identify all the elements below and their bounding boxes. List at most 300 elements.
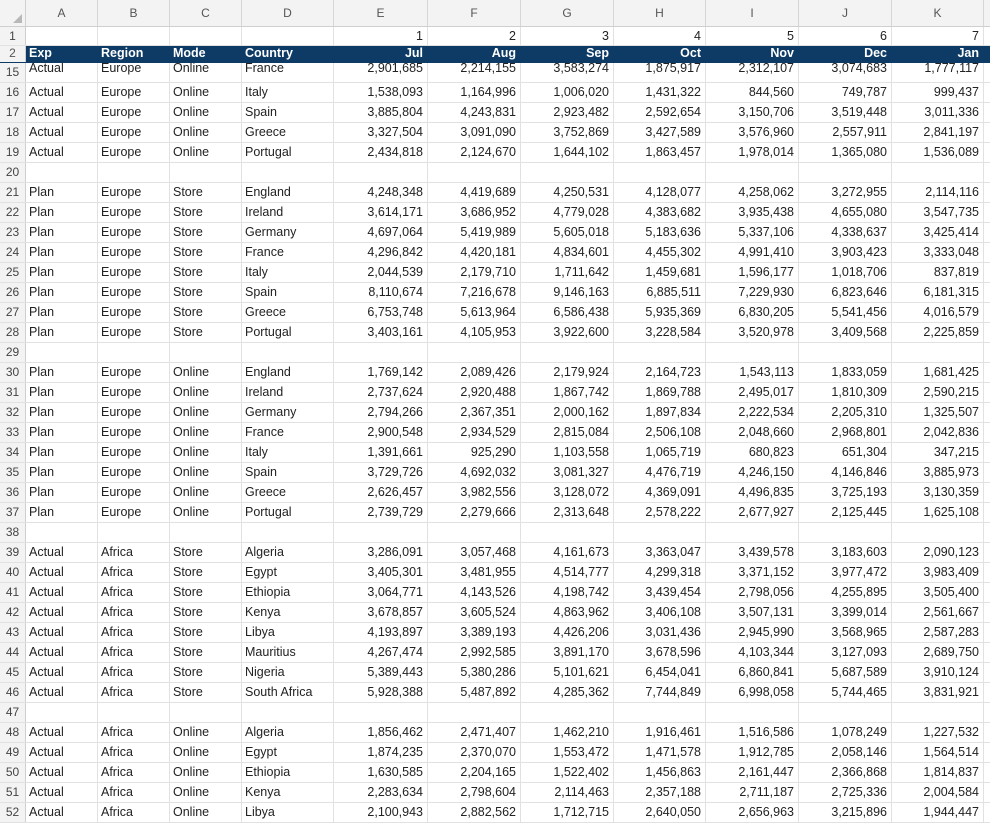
- cell-c[interactable]: [170, 703, 242, 722]
- cell-e[interactable]: 2,794,266: [334, 403, 428, 422]
- cell-j[interactable]: 3,074,683: [799, 63, 892, 82]
- cell-g[interactable]: 1,711,642: [521, 263, 614, 282]
- cell-j[interactable]: 749,787: [799, 83, 892, 102]
- cell-c[interactable]: Online: [170, 423, 242, 442]
- cell-d[interactable]: Portugal: [242, 143, 334, 162]
- cell-i[interactable]: 3,371,152: [706, 563, 799, 582]
- cell-e[interactable]: 4,193,897: [334, 623, 428, 642]
- cell-i[interactable]: 4,991,410: [706, 243, 799, 262]
- cell-f[interactable]: 5,380,286: [428, 663, 521, 682]
- cell-e[interactable]: 3,064,771: [334, 583, 428, 602]
- row-number[interactable]: 19: [0, 143, 26, 162]
- column-header-h[interactable]: H: [614, 0, 706, 26]
- cell-d[interactable]: [242, 343, 334, 362]
- cell-a[interactable]: Actual: [26, 763, 98, 782]
- cell-j[interactable]: 4,338,637: [799, 223, 892, 242]
- cell-b[interactable]: Europe: [98, 143, 170, 162]
- cell-c[interactable]: Store: [170, 643, 242, 662]
- cell-h[interactable]: 3,678,596: [614, 643, 706, 662]
- cell-j[interactable]: [799, 523, 892, 542]
- cell-e[interactable]: [334, 703, 428, 722]
- cell-f[interactable]: 1,164,996: [428, 83, 521, 102]
- cell-i[interactable]: 1,543,113: [706, 363, 799, 382]
- row-number[interactable]: 15: [0, 63, 26, 82]
- cell-c[interactable]: Store: [170, 583, 242, 602]
- cell-f[interactable]: 2,179,710: [428, 263, 521, 282]
- cell-b[interactable]: Africa: [98, 583, 170, 602]
- cell-a[interactable]: Actual: [26, 103, 98, 122]
- row-number[interactable]: 24: [0, 243, 26, 262]
- cell-e[interactable]: 1,856,462: [334, 723, 428, 742]
- cell-f[interactable]: 3,605,524: [428, 603, 521, 622]
- cell-g[interactable]: 4,779,028: [521, 203, 614, 222]
- cell-a[interactable]: Actual: [26, 563, 98, 582]
- cell-b[interactable]: Africa: [98, 723, 170, 742]
- row-number[interactable]: 47: [0, 703, 26, 722]
- row-number[interactable]: 38: [0, 523, 26, 542]
- cell-a[interactable]: Actual: [26, 63, 98, 82]
- cell-a[interactable]: Plan: [26, 283, 98, 302]
- cell-a[interactable]: Plan: [26, 383, 98, 402]
- cell-f[interactable]: 2,882,562: [428, 803, 521, 822]
- cell-f[interactable]: 4,692,032: [428, 463, 521, 482]
- cell-b[interactable]: Europe: [98, 383, 170, 402]
- cell-h[interactable]: 2,592,654: [614, 103, 706, 122]
- cell-f[interactable]: 925,290: [428, 443, 521, 462]
- cell-h[interactable]: 4,299,318: [614, 563, 706, 582]
- cell-k[interactable]: 3,983,409: [892, 563, 984, 582]
- cell-h[interactable]: 5,935,369: [614, 303, 706, 322]
- row-number[interactable]: 25: [0, 263, 26, 282]
- cell-k[interactable]: 1,564,514: [892, 743, 984, 762]
- cell-g[interactable]: 1,006,020: [521, 83, 614, 102]
- cell-j[interactable]: 3,127,093: [799, 643, 892, 662]
- row-number[interactable]: 34: [0, 443, 26, 462]
- cell-j[interactable]: 4,146,846: [799, 463, 892, 482]
- row-number[interactable]: 37: [0, 503, 26, 522]
- cell-k[interactable]: Jan: [892, 46, 984, 62]
- row-number[interactable]: 33: [0, 423, 26, 442]
- cell-e[interactable]: 3,405,301: [334, 563, 428, 582]
- cell-f[interactable]: 4,143,526: [428, 583, 521, 602]
- cell-e[interactable]: 2,739,729: [334, 503, 428, 522]
- cell-k[interactable]: 999,437: [892, 83, 984, 102]
- cell-h[interactable]: 2,640,050: [614, 803, 706, 822]
- cell-f[interactable]: Aug: [428, 46, 521, 62]
- cell-i[interactable]: 2,312,107: [706, 63, 799, 82]
- row-number[interactable]: 21: [0, 183, 26, 202]
- cell-j[interactable]: 5,687,589: [799, 663, 892, 682]
- cell-j[interactable]: 2,557,911: [799, 123, 892, 142]
- cell-i[interactable]: 5: [706, 27, 799, 45]
- cell-e[interactable]: Jul: [334, 46, 428, 62]
- row-number[interactable]: 49: [0, 743, 26, 762]
- cell-c[interactable]: Store: [170, 563, 242, 582]
- cell-h[interactable]: 1,431,322: [614, 83, 706, 102]
- cell-i[interactable]: 1,912,785: [706, 743, 799, 762]
- cell-a[interactable]: Plan: [26, 243, 98, 262]
- cell-k[interactable]: 2,042,836: [892, 423, 984, 442]
- cell-a[interactable]: Actual: [26, 83, 98, 102]
- cell-k[interactable]: [892, 343, 984, 362]
- cell-k[interactable]: 1,325,507: [892, 403, 984, 422]
- cell-g[interactable]: 2,923,482: [521, 103, 614, 122]
- cell-g[interactable]: 2,815,084: [521, 423, 614, 442]
- cell-c[interactable]: Online: [170, 463, 242, 482]
- cell-i[interactable]: 3,520,978: [706, 323, 799, 342]
- cell-i[interactable]: 2,798,056: [706, 583, 799, 602]
- cell-e[interactable]: 4,296,842: [334, 243, 428, 262]
- cell-h[interactable]: [614, 163, 706, 182]
- cell-k[interactable]: 7: [892, 27, 984, 45]
- cell-h[interactable]: 3,427,589: [614, 123, 706, 142]
- cell-b[interactable]: Europe: [98, 463, 170, 482]
- cell-j[interactable]: 6: [799, 27, 892, 45]
- cell-h[interactable]: 1,863,457: [614, 143, 706, 162]
- cell-j[interactable]: 1,078,249: [799, 723, 892, 742]
- cell-f[interactable]: 3,982,556: [428, 483, 521, 502]
- cell-h[interactable]: 2,506,108: [614, 423, 706, 442]
- cell-c[interactable]: [170, 523, 242, 542]
- cell-g[interactable]: 3,583,274: [521, 63, 614, 82]
- cell-b[interactable]: Europe: [98, 183, 170, 202]
- cell-c[interactable]: Online: [170, 723, 242, 742]
- cell-b[interactable]: Europe: [98, 503, 170, 522]
- cell-c[interactable]: Online: [170, 63, 242, 82]
- cell-e[interactable]: 1: [334, 27, 428, 45]
- cell-c[interactable]: Store: [170, 203, 242, 222]
- column-header-b[interactable]: B: [98, 0, 170, 26]
- cell-b[interactable]: Europe: [98, 223, 170, 242]
- cell-b[interactable]: Africa: [98, 543, 170, 562]
- cell-j[interactable]: 3,725,193: [799, 483, 892, 502]
- cell-d[interactable]: Kenya: [242, 603, 334, 622]
- cell-e[interactable]: [334, 523, 428, 542]
- cell-e[interactable]: 3,885,804: [334, 103, 428, 122]
- cell-a[interactable]: Plan: [26, 323, 98, 342]
- cell-h[interactable]: 4,383,682: [614, 203, 706, 222]
- cell-i[interactable]: 2,161,447: [706, 763, 799, 782]
- cell-b[interactable]: Africa: [98, 763, 170, 782]
- cell-f[interactable]: 4,243,831: [428, 103, 521, 122]
- cell-a[interactable]: Actual: [26, 603, 98, 622]
- row-number[interactable]: 39: [0, 543, 26, 562]
- cell-c[interactable]: Online: [170, 103, 242, 122]
- row-number[interactable]: 36: [0, 483, 26, 502]
- row-number[interactable]: 42: [0, 603, 26, 622]
- cell-c[interactable]: [170, 163, 242, 182]
- cell-f[interactable]: 2,279,666: [428, 503, 521, 522]
- cell-h[interactable]: 1,459,681: [614, 263, 706, 282]
- cell-f[interactable]: 4,419,689: [428, 183, 521, 202]
- cell-f[interactable]: 3,389,193: [428, 623, 521, 642]
- cell-i[interactable]: [706, 163, 799, 182]
- cell-b[interactable]: [98, 523, 170, 542]
- cell-b[interactable]: Europe: [98, 263, 170, 282]
- row-number[interactable]: 45: [0, 663, 26, 682]
- cell-k[interactable]: 3,425,414: [892, 223, 984, 242]
- cell-i[interactable]: 3,439,578: [706, 543, 799, 562]
- cell-i[interactable]: 3,935,438: [706, 203, 799, 222]
- cell-f[interactable]: [428, 343, 521, 362]
- cell-d[interactable]: South Africa: [242, 683, 334, 702]
- cell-a[interactable]: Plan: [26, 483, 98, 502]
- cell-a[interactable]: Plan: [26, 403, 98, 422]
- cell-i[interactable]: 4,246,150: [706, 463, 799, 482]
- cell-g[interactable]: 3,128,072: [521, 483, 614, 502]
- cell-g[interactable]: 2,179,924: [521, 363, 614, 382]
- cell-g[interactable]: 1,522,402: [521, 763, 614, 782]
- cell-j[interactable]: [799, 703, 892, 722]
- cell-j[interactable]: 1,810,309: [799, 383, 892, 402]
- cell-b[interactable]: Africa: [98, 683, 170, 702]
- cell-j[interactable]: 2,058,146: [799, 743, 892, 762]
- cell-d[interactable]: [242, 523, 334, 542]
- cell-c[interactable]: Store: [170, 623, 242, 642]
- cell-i[interactable]: 7,229,930: [706, 283, 799, 302]
- cell-d[interactable]: Mauritius: [242, 643, 334, 662]
- cell-j[interactable]: 3,977,472: [799, 563, 892, 582]
- cell-h[interactable]: 6,454,041: [614, 663, 706, 682]
- cell-h[interactable]: 1,897,834: [614, 403, 706, 422]
- cell-b[interactable]: Region: [98, 46, 170, 62]
- cell-j[interactable]: 3,399,014: [799, 603, 892, 622]
- cell-d[interactable]: Ethiopia: [242, 583, 334, 602]
- cell-a[interactable]: Plan: [26, 223, 98, 242]
- row-number[interactable]: 17: [0, 103, 26, 122]
- cell-i[interactable]: 844,560: [706, 83, 799, 102]
- cell-c[interactable]: Online: [170, 403, 242, 422]
- cell-j[interactable]: 5,541,456: [799, 303, 892, 322]
- cell-b[interactable]: Europe: [98, 303, 170, 322]
- cell-h[interactable]: 5,183,636: [614, 223, 706, 242]
- cell-e[interactable]: 6,753,748: [334, 303, 428, 322]
- cell-i[interactable]: 2,656,963: [706, 803, 799, 822]
- cell-h[interactable]: 6,885,511: [614, 283, 706, 302]
- cell-c[interactable]: Store: [170, 283, 242, 302]
- row-number[interactable]: 48: [0, 723, 26, 742]
- cell-j[interactable]: 2,366,868: [799, 763, 892, 782]
- cell-i[interactable]: [706, 523, 799, 542]
- cell-j[interactable]: 1,018,706: [799, 263, 892, 282]
- cell-e[interactable]: 3,286,091: [334, 543, 428, 562]
- cell-c[interactable]: Online: [170, 803, 242, 822]
- cell-c[interactable]: Store: [170, 323, 242, 342]
- cell-d[interactable]: Ireland: [242, 383, 334, 402]
- cell-c[interactable]: Store: [170, 243, 242, 262]
- cell-k[interactable]: [892, 163, 984, 182]
- row-number[interactable]: 2: [0, 46, 26, 62]
- cell-f[interactable]: [428, 703, 521, 722]
- cell-j[interactable]: 5,744,465: [799, 683, 892, 702]
- cell-e[interactable]: 3,403,161: [334, 323, 428, 342]
- cell-k[interactable]: 3,885,973: [892, 463, 984, 482]
- cell-k[interactable]: 4,016,579: [892, 303, 984, 322]
- cell-d[interactable]: Spain: [242, 103, 334, 122]
- cell-k[interactable]: 2,114,116: [892, 183, 984, 202]
- cell-a[interactable]: [26, 163, 98, 182]
- cell-c[interactable]: [170, 343, 242, 362]
- cell-b[interactable]: Africa: [98, 623, 170, 642]
- cell-a[interactable]: Plan: [26, 183, 98, 202]
- cell-k[interactable]: 1,777,117: [892, 63, 984, 82]
- row-number[interactable]: 52: [0, 803, 26, 822]
- column-header-c[interactable]: C: [170, 0, 242, 26]
- cell-j[interactable]: 3,215,896: [799, 803, 892, 822]
- cell-j[interactable]: 2,205,310: [799, 403, 892, 422]
- cell-b[interactable]: [98, 343, 170, 362]
- cell-i[interactable]: 2,711,187: [706, 783, 799, 802]
- cell-e[interactable]: [334, 163, 428, 182]
- cell-d[interactable]: Greece: [242, 123, 334, 142]
- cell-f[interactable]: 2,798,604: [428, 783, 521, 802]
- cell-k[interactable]: 3,505,400: [892, 583, 984, 602]
- cell-e[interactable]: 5,928,388: [334, 683, 428, 702]
- cell-j[interactable]: 1,833,059: [799, 363, 892, 382]
- cell-a[interactable]: Actual: [26, 543, 98, 562]
- cell-g[interactable]: [521, 163, 614, 182]
- cell-d[interactable]: England: [242, 183, 334, 202]
- cell-g[interactable]: 4,161,673: [521, 543, 614, 562]
- cell-c[interactable]: Online: [170, 363, 242, 382]
- cell-a[interactable]: Plan: [26, 263, 98, 282]
- cell-d[interactable]: Portugal: [242, 503, 334, 522]
- cell-c[interactable]: Online: [170, 783, 242, 802]
- cell-j[interactable]: 4,255,895: [799, 583, 892, 602]
- cell-j[interactable]: 3,272,955: [799, 183, 892, 202]
- cell-j[interactable]: Dec: [799, 46, 892, 62]
- cell-b[interactable]: Europe: [98, 283, 170, 302]
- cell-k[interactable]: 1,681,425: [892, 363, 984, 382]
- cell-k[interactable]: 3,333,048: [892, 243, 984, 262]
- cell-i[interactable]: 680,823: [706, 443, 799, 462]
- row-number[interactable]: 28: [0, 323, 26, 342]
- column-header-d[interactable]: D: [242, 0, 334, 26]
- cell-f[interactable]: 2,124,670: [428, 143, 521, 162]
- cell-b[interactable]: Africa: [98, 643, 170, 662]
- cell-d[interactable]: Egypt: [242, 743, 334, 762]
- cell-k[interactable]: 2,587,283: [892, 623, 984, 642]
- cell-b[interactable]: Europe: [98, 423, 170, 442]
- cell-g[interactable]: 3,752,869: [521, 123, 614, 142]
- cell-i[interactable]: 2,677,927: [706, 503, 799, 522]
- cell-b[interactable]: Europe: [98, 483, 170, 502]
- cell-h[interactable]: 2,164,723: [614, 363, 706, 382]
- cell-d[interactable]: Greece: [242, 483, 334, 502]
- row-number[interactable]: 27: [0, 303, 26, 322]
- cell-k[interactable]: 3,831,921: [892, 683, 984, 702]
- cell-e[interactable]: 1,391,661: [334, 443, 428, 462]
- cell-g[interactable]: 3,922,600: [521, 323, 614, 342]
- cell-c[interactable]: Store: [170, 303, 242, 322]
- cell-f[interactable]: 2,920,488: [428, 383, 521, 402]
- row-number[interactable]: 18: [0, 123, 26, 142]
- cell-b[interactable]: Africa: [98, 743, 170, 762]
- cell-i[interactable]: 2,945,990: [706, 623, 799, 642]
- cell-g[interactable]: 1,103,558: [521, 443, 614, 462]
- cell-d[interactable]: [242, 703, 334, 722]
- cell-i[interactable]: 1,978,014: [706, 143, 799, 162]
- cell-b[interactable]: [98, 163, 170, 182]
- cell-k[interactable]: 347,215: [892, 443, 984, 462]
- cell-h[interactable]: 1,065,719: [614, 443, 706, 462]
- cell-b[interactable]: Europe: [98, 63, 170, 82]
- cell-k[interactable]: 837,819: [892, 263, 984, 282]
- cell-f[interactable]: 3,686,952: [428, 203, 521, 222]
- cell-h[interactable]: 1,456,863: [614, 763, 706, 782]
- cell-g[interactable]: 3: [521, 27, 614, 45]
- cell-a[interactable]: Plan: [26, 503, 98, 522]
- cell-j[interactable]: 2,125,445: [799, 503, 892, 522]
- column-header-e[interactable]: E: [334, 0, 428, 26]
- cell-j[interactable]: 2,968,801: [799, 423, 892, 442]
- cell-g[interactable]: 4,250,531: [521, 183, 614, 202]
- column-header-i[interactable]: I: [706, 0, 799, 26]
- cell-i[interactable]: 1,596,177: [706, 263, 799, 282]
- cell-a[interactable]: Actual: [26, 143, 98, 162]
- column-header-f[interactable]: F: [428, 0, 521, 26]
- cell-k[interactable]: 3,130,359: [892, 483, 984, 502]
- cell-h[interactable]: [614, 703, 706, 722]
- row-number[interactable]: 29: [0, 343, 26, 362]
- cell-b[interactable]: Europe: [98, 403, 170, 422]
- cell-k[interactable]: 3,910,124: [892, 663, 984, 682]
- cell-a[interactable]: Plan: [26, 203, 98, 222]
- cell-g[interactable]: [521, 523, 614, 542]
- row-number[interactable]: 16: [0, 83, 26, 102]
- cell-f[interactable]: 2,204,165: [428, 763, 521, 782]
- cell-i[interactable]: 2,048,660: [706, 423, 799, 442]
- cell-h[interactable]: 1,875,917: [614, 63, 706, 82]
- row-number[interactable]: 26: [0, 283, 26, 302]
- cell-b[interactable]: Africa: [98, 663, 170, 682]
- cell-g[interactable]: 1,867,742: [521, 383, 614, 402]
- row-number[interactable]: 40: [0, 563, 26, 582]
- cell-h[interactable]: 3,363,047: [614, 543, 706, 562]
- cell-b[interactable]: Europe: [98, 103, 170, 122]
- row-number[interactable]: 43: [0, 623, 26, 642]
- cell-c[interactable]: Store: [170, 603, 242, 622]
- cell-j[interactable]: 2,725,336: [799, 783, 892, 802]
- cell-a[interactable]: Actual: [26, 783, 98, 802]
- cell-j[interactable]: 3,519,448: [799, 103, 892, 122]
- column-header-k[interactable]: K: [892, 0, 984, 26]
- cell-d[interactable]: [242, 163, 334, 182]
- cell-k[interactable]: 6,181,315: [892, 283, 984, 302]
- cell-c[interactable]: Online: [170, 503, 242, 522]
- cell-e[interactable]: 4,267,474: [334, 643, 428, 662]
- cell-g[interactable]: 5,605,018: [521, 223, 614, 242]
- row-number[interactable]: 23: [0, 223, 26, 242]
- cell-i[interactable]: 6,830,205: [706, 303, 799, 322]
- cell-d[interactable]: Spain: [242, 283, 334, 302]
- cell-d[interactable]: France: [242, 243, 334, 262]
- cell-i[interactable]: 4,103,344: [706, 643, 799, 662]
- cell-k[interactable]: 2,561,667: [892, 603, 984, 622]
- cell-c[interactable]: Store: [170, 543, 242, 562]
- cell-i[interactable]: 3,576,960: [706, 123, 799, 142]
- cell-h[interactable]: 3,031,436: [614, 623, 706, 642]
- cell-h[interactable]: 3,228,584: [614, 323, 706, 342]
- cell-f[interactable]: 2,992,585: [428, 643, 521, 662]
- cell-d[interactable]: Ethiopia: [242, 763, 334, 782]
- cell-i[interactable]: 4,258,062: [706, 183, 799, 202]
- cell-d[interactable]: Italy: [242, 443, 334, 462]
- cell-d[interactable]: Portugal: [242, 323, 334, 342]
- cell-b[interactable]: Europe: [98, 203, 170, 222]
- cell-g[interactable]: 4,514,777: [521, 563, 614, 582]
- cell-f[interactable]: [428, 523, 521, 542]
